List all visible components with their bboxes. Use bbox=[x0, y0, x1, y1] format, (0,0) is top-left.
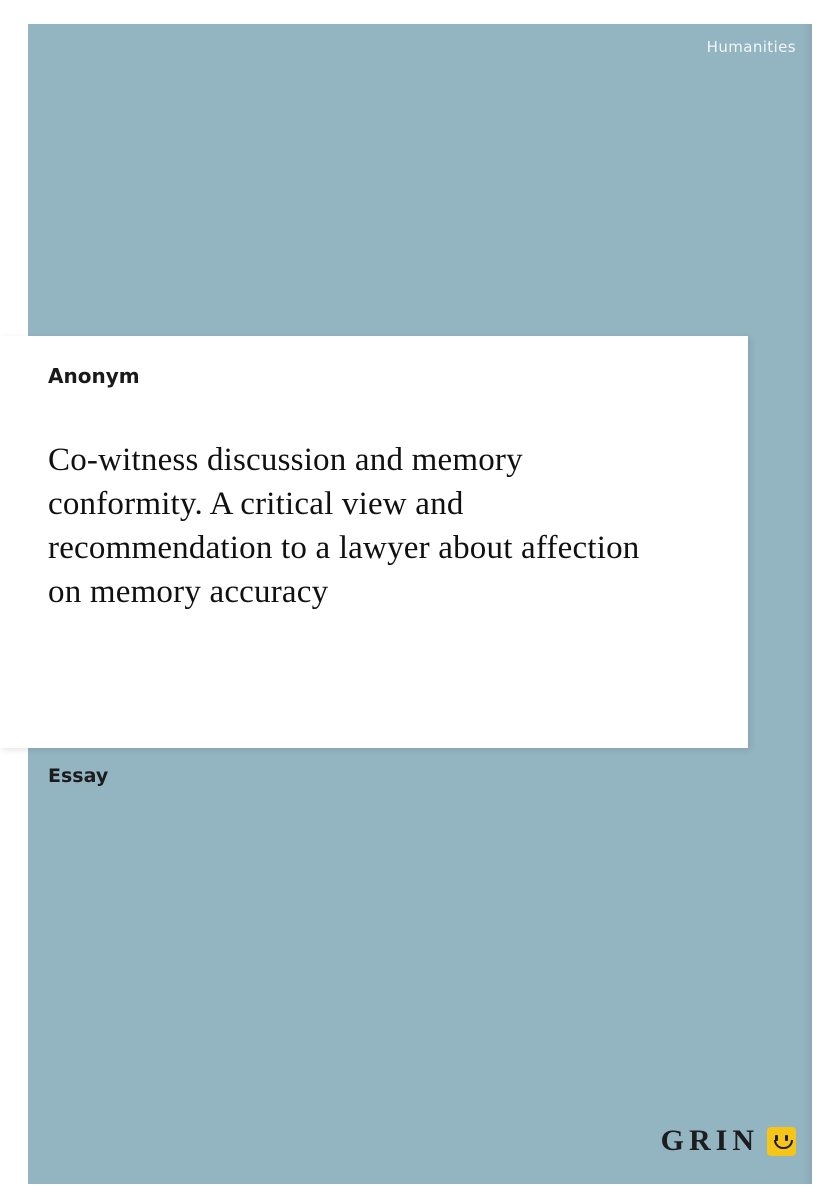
publisher-logo bbox=[661, 1124, 796, 1158]
cover-edge-shadow bbox=[802, 24, 812, 1184]
publisher-name: GRIN bbox=[660, 1124, 759, 1157]
smiley-face-icon bbox=[767, 1127, 796, 1156]
smiley-mouth-icon bbox=[774, 1140, 793, 1149]
page-title: Co-witness discussion and memory conformity. A critical view and recommendation to a lawyer about affection on memory accuracy bbox=[48, 442, 640, 610]
document-type-label: Essay bbox=[48, 765, 109, 787]
author-name: Anonym bbox=[48, 364, 140, 388]
category-label: Humanities bbox=[706, 38, 796, 56]
